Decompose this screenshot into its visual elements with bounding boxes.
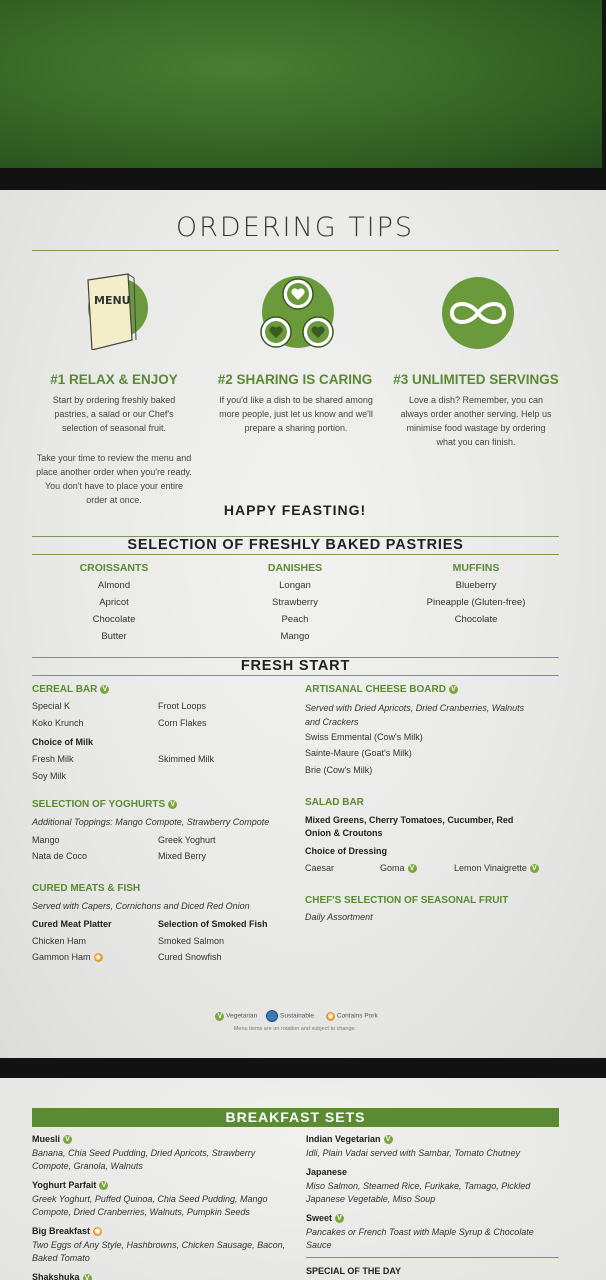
vegetarian-icon: V — [449, 685, 458, 694]
special-of-the-day: SPECIAL OF THE DAY — [306, 1266, 402, 1276]
cereal-item: Froot Loops — [158, 701, 207, 711]
cured-meats-heading: CURED MEATS & FISH — [32, 883, 141, 894]
yoghurt-item: Mixed Berry — [158, 851, 207, 861]
breakfast-item-name — [306, 1213, 558, 1223]
breakfast-item-desc: Miso Salmon, Steamed Rice, Furikake, Tamago, Pickled Japanese Vegetable, Miso Soup — [306, 1181, 531, 1205]
page-gap — [0, 1058, 606, 1078]
pastries-rule-bottom — [32, 554, 559, 555]
salad-greens: Mixed Greens, Cherry Tomatoes, Cucumber, Red Onion & Croutons — [305, 815, 514, 838]
yoghurt-item: Nata de Coco — [32, 851, 88, 861]
fresh-start-rule-bottom — [32, 675, 559, 676]
breakfast-item-name — [306, 1134, 558, 1144]
vegetarian-icon: V — [83, 1274, 92, 1280]
vegetarian-icon: V — [99, 1181, 108, 1190]
salad-bar-heading: SALAD BAR — [305, 797, 364, 808]
croissants-heading: CROISSANTS — [79, 562, 149, 574]
pastries-title: SELECTION OF FRESHLY BAKED PASTRIES — [127, 537, 464, 553]
danish-item: Peach — [281, 614, 309, 625]
legend-pork: Contains Pork — [336, 1012, 378, 1020]
yoghurts-heading-text: SELECTION OF YOGHURTS — [32, 799, 166, 810]
breakfast-item-desc: Banana, Chia Seed Pudding, Dried Apricots, Strawberry Compote, Granola, Walnuts — [32, 1148, 256, 1172]
muffin-item: Pineapple (Gluten-free) — [426, 597, 526, 608]
milk-item: Skimmed Milk — [158, 754, 215, 764]
infinity-icon — [434, 275, 522, 351]
legend — [0, 1010, 590, 1022]
milk-item: Fresh Milk — [32, 754, 74, 764]
tip3-heading: #3 UNLIMITED SERVINGS — [393, 372, 559, 387]
tip2-text: If you'd like a dish to be shared among more people, just let us know and we'll prepare a sharing portion. — [219, 395, 373, 433]
croissant-item: Butter — [101, 631, 127, 642]
vegetarian-icon: V — [168, 800, 177, 809]
cheese-item: Swiss Emmental (Cow's Milk) — [305, 732, 423, 742]
dressing-item-veg — [454, 863, 539, 873]
cured-item-text: Gammon Ham — [32, 952, 91, 962]
breakfast-item-name: Japanese — [306, 1167, 348, 1178]
page-title: ORDERING TIPS — [175, 212, 415, 243]
yoghurts-heading — [32, 799, 177, 810]
fruit-heading: CHEF'S SELECTION OF SEASONAL FRUIT — [305, 895, 509, 906]
croissant-item: Almond — [97, 580, 131, 591]
item-name: Yoghurt Parfait — [32, 1180, 97, 1191]
danish-item: Strawberry — [272, 597, 318, 608]
dressing-item: Caesar — [305, 863, 335, 873]
smoked-item: Cured Snowfish — [158, 952, 222, 962]
menu-icon — [80, 270, 152, 350]
vegetarian-icon: V — [63, 1135, 72, 1144]
breakfast-title: BREAKFAST SETS — [32, 1108, 559, 1127]
fresh-start-title: FRESH START — [240, 658, 351, 674]
cured-item-pork — [32, 952, 103, 962]
legend-vegetarian: Vegetarian — [226, 1012, 258, 1020]
breakfast-item-desc: Greek Yoghurt, Puffed Quinoa, Chia Seed Pudding, Mango Compote, Dried Cranberries, Walnuts, Pumpkin Seeds — [32, 1194, 268, 1218]
breakfast-page — [0, 1078, 606, 1280]
cereal-item: Koko Krunch — [32, 718, 84, 728]
cured-item: Chicken Ham — [32, 936, 87, 946]
tip1-text-a: Start by ordering freshly baked pastries, a salad or our Chef's selection of seasonal fruit. — [52, 395, 176, 433]
danish-item: Longan — [279, 580, 311, 591]
cheese-desc: Served with Dried Apricots, Dried Cranberries, Walnuts and Crackers — [305, 703, 525, 727]
sharing-hearts-icon — [256, 272, 340, 352]
cured-platter-heading: Cured Meat Platter — [32, 919, 112, 929]
danishes-column — [225, 562, 365, 642]
pork-icon: ◉ — [94, 1228, 101, 1236]
page-gap — [0, 168, 606, 190]
croissant-item: Apricot — [99, 597, 129, 608]
legend-sustainable: Sustainable — [280, 1012, 315, 1020]
vegetarian-icon: V — [530, 864, 539, 873]
breakfast-item-name — [32, 1226, 288, 1236]
vegetarian-icon: V — [384, 1135, 393, 1144]
milk-heading: Choice of Milk — [32, 737, 94, 747]
item-name: Big Breakfast — [32, 1226, 91, 1237]
dressing-item-text: Goma — [380, 863, 405, 873]
happy-feasting: HAPPY FEASTING! — [223, 502, 367, 518]
breakfast-right-column — [306, 1134, 558, 1252]
item-name: Indian Vegetarian — [306, 1134, 381, 1144]
vegetarian-icon: V — [100, 685, 109, 694]
cereal-item: Corn Flakes — [158, 718, 207, 728]
yoghurt-item: Greek Yoghurt — [158, 835, 216, 845]
title-rule — [32, 250, 559, 251]
ordering-tips-page — [0, 190, 606, 1058]
breakfast-item-name — [32, 1134, 288, 1144]
special-rule — [306, 1257, 559, 1258]
cereal-item: Special K — [32, 701, 71, 711]
item-name: Shakshuka — [32, 1272, 80, 1280]
danish-item: Mango — [280, 631, 310, 642]
cheese-item: Brie (Cow's Milk) — [305, 765, 373, 775]
breakfast-left-column — [32, 1134, 288, 1280]
cereal-bar-heading-text: CEREAL BAR — [32, 684, 98, 695]
milk-item: Soy Milk — [32, 771, 67, 781]
muffins-heading: MUFFINS — [452, 562, 500, 574]
tip3-text: Love a dish? Remember, you can always order another serving. Help us minimise food wastage by ordering what you can finish. — [400, 395, 552, 447]
vegetarian-icon: V — [215, 1012, 224, 1021]
cheese-board-heading-text: ARTISANAL CHEESE BOARD — [305, 684, 446, 695]
fruit-desc: Daily Assortment — [305, 912, 373, 922]
yoghurt-item: Mango — [32, 835, 60, 845]
tip1-text-b: Take your time to review the menu and place another order when you're ready. You don't have to place your entire order at once. — [36, 453, 192, 505]
cheese-item: Sainte-Maure (Goat's Milk) — [305, 748, 412, 758]
breakfast-item-name — [32, 1272, 288, 1280]
vegetarian-icon: V — [408, 864, 417, 873]
breakfast-item-desc: Pancakes or French Toast with Maple Syrup & Chocolate Sauce — [306, 1227, 534, 1251]
breakfast-item-name — [32, 1180, 288, 1190]
muffin-item: Blueberry — [455, 580, 497, 591]
breakfast-item-desc: Idli, Plain Vadai served with Sambar, Tomato Chutney — [306, 1148, 520, 1159]
vegetarian-icon: V — [335, 1214, 344, 1223]
croissants-column — [44, 562, 184, 642]
menu-card-text: MENU — [94, 294, 131, 307]
yoghurt-toppings: Additional Toppings: Mango Compote, Strawberry Compote — [32, 817, 270, 827]
dressing-item-veg — [380, 863, 417, 873]
muffin-item: Chocolate — [454, 614, 498, 625]
legend-note: Menu items are on rotation and subject to change. — [233, 1026, 357, 1032]
pork-icon: ◉ — [94, 954, 102, 962]
tip1-heading: #1 RELAX & ENJOY — [50, 372, 178, 387]
item-name: Sweet — [306, 1213, 333, 1224]
breakfast-item-desc: Two Eggs of Any Style, Hashbrowns, Chicken Sausage, Bacon, Baked Tomato — [32, 1240, 286, 1264]
cereal-bar-heading — [32, 684, 109, 695]
danishes-heading: DANISHES — [267, 562, 323, 574]
sustainable-icon — [266, 1010, 278, 1022]
tip2-heading: #2 SHARING IS CARING — [217, 372, 373, 387]
cured-desc: Served with Capers, Cornichons and Diced Red Onion — [32, 901, 250, 911]
pork-icon: ◉ — [327, 1012, 334, 1020]
muffins-column — [406, 562, 546, 625]
cheese-board-heading — [305, 684, 458, 695]
item-name: Muesli — [32, 1134, 61, 1144]
menu-cover — [0, 0, 602, 168]
dressing-item-text: Lemon Vinaigrette — [454, 863, 527, 873]
croissant-item: Chocolate — [92, 614, 136, 625]
dressing-heading: Choice of Dressing — [305, 846, 388, 856]
smoked-fish-heading: Selection of Smoked Fish — [158, 919, 268, 929]
smoked-item: Smoked Salmon — [158, 936, 225, 946]
